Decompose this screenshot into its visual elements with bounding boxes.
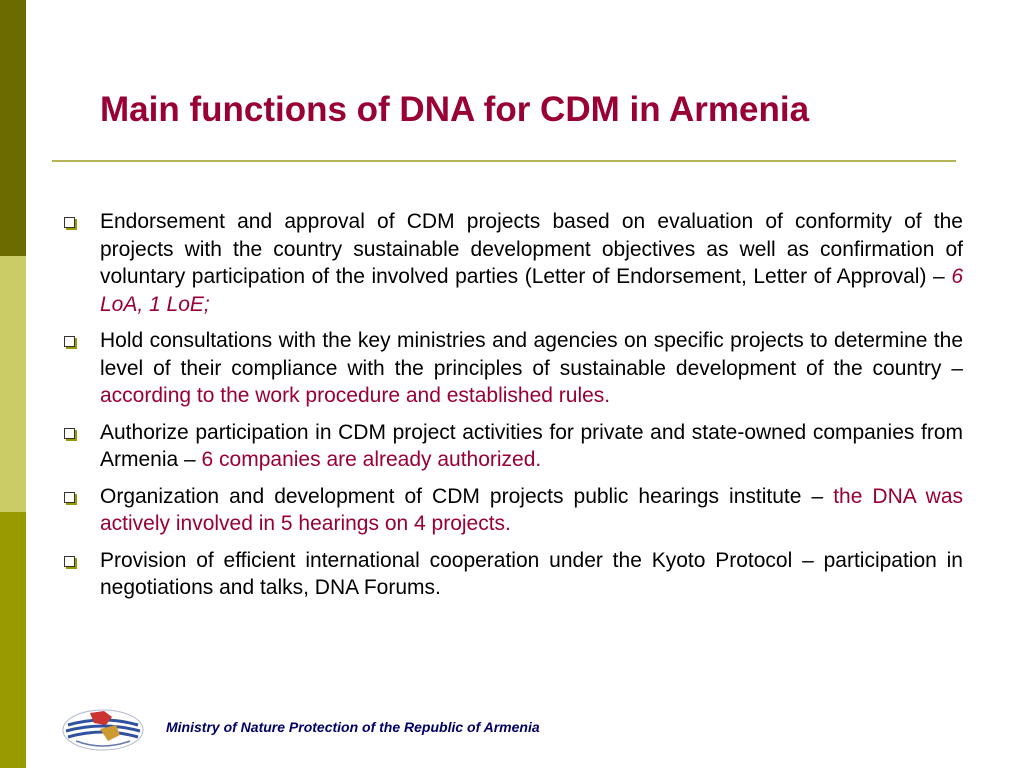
bullet-highlight: 6 companies are already authorized. bbox=[201, 448, 542, 471]
bullet-item bbox=[62, 208, 963, 318]
bullet-text: Organization and development of CDM projects public hearings institute – bbox=[100, 484, 834, 508]
bullet-highlight: according to the work procedure and established rules. bbox=[100, 384, 611, 407]
bullet-text: Endorsement and approval of CDM projects based on evaluation of conformity of the projects with the country sustainable development objectives as well as confirmation of voluntary participation of the involved parties (Letter of Endorsement, Letter of Approval) – bbox=[100, 210, 963, 288]
bullet-text: Hold consultations with the key ministries and agencies on specific projects to determine the level of their compliance with the principles of sustainable development of the country – bbox=[100, 329, 963, 380]
title-divider bbox=[52, 160, 956, 162]
square-bullet-icon bbox=[64, 556, 75, 567]
bullet-highlight: 6 LoA, 1 LoE; bbox=[100, 265, 963, 316]
slide-title: Main functions of DNA for CDM in Armenia bbox=[100, 90, 810, 129]
bullet-item bbox=[62, 327, 963, 410]
square-bullet-icon bbox=[64, 336, 75, 347]
bullet-item bbox=[62, 419, 963, 474]
bullet-item bbox=[62, 483, 963, 538]
bullet-text: Authorize participation in CDM project activities for private and state-owned companies from Armenia – bbox=[100, 420, 963, 471]
square-bullet-icon bbox=[64, 492, 75, 503]
sidebar-segment-bottom bbox=[0, 512, 26, 768]
footer-organization: Ministry of Nature Protection of the Republic of Armenia bbox=[166, 719, 540, 735]
sidebar-decoration bbox=[0, 0, 26, 768]
ministry-logo-icon bbox=[60, 707, 146, 753]
sidebar-segment-top bbox=[0, 0, 26, 256]
sidebar-segment-middle bbox=[0, 256, 26, 512]
square-bullet-icon bbox=[64, 428, 75, 439]
bullet-text: Provision of efficient international cooperation under the Kyoto Protocol – participation in negotiations and talks, DNA Forums. bbox=[100, 548, 963, 599]
bullet-item bbox=[62, 547, 963, 602]
square-bullet-icon bbox=[64, 217, 75, 228]
bullet-highlight: the DNA was actively involved in 5 hearings on 4 projects. bbox=[100, 484, 964, 535]
bullet-list bbox=[62, 208, 963, 611]
